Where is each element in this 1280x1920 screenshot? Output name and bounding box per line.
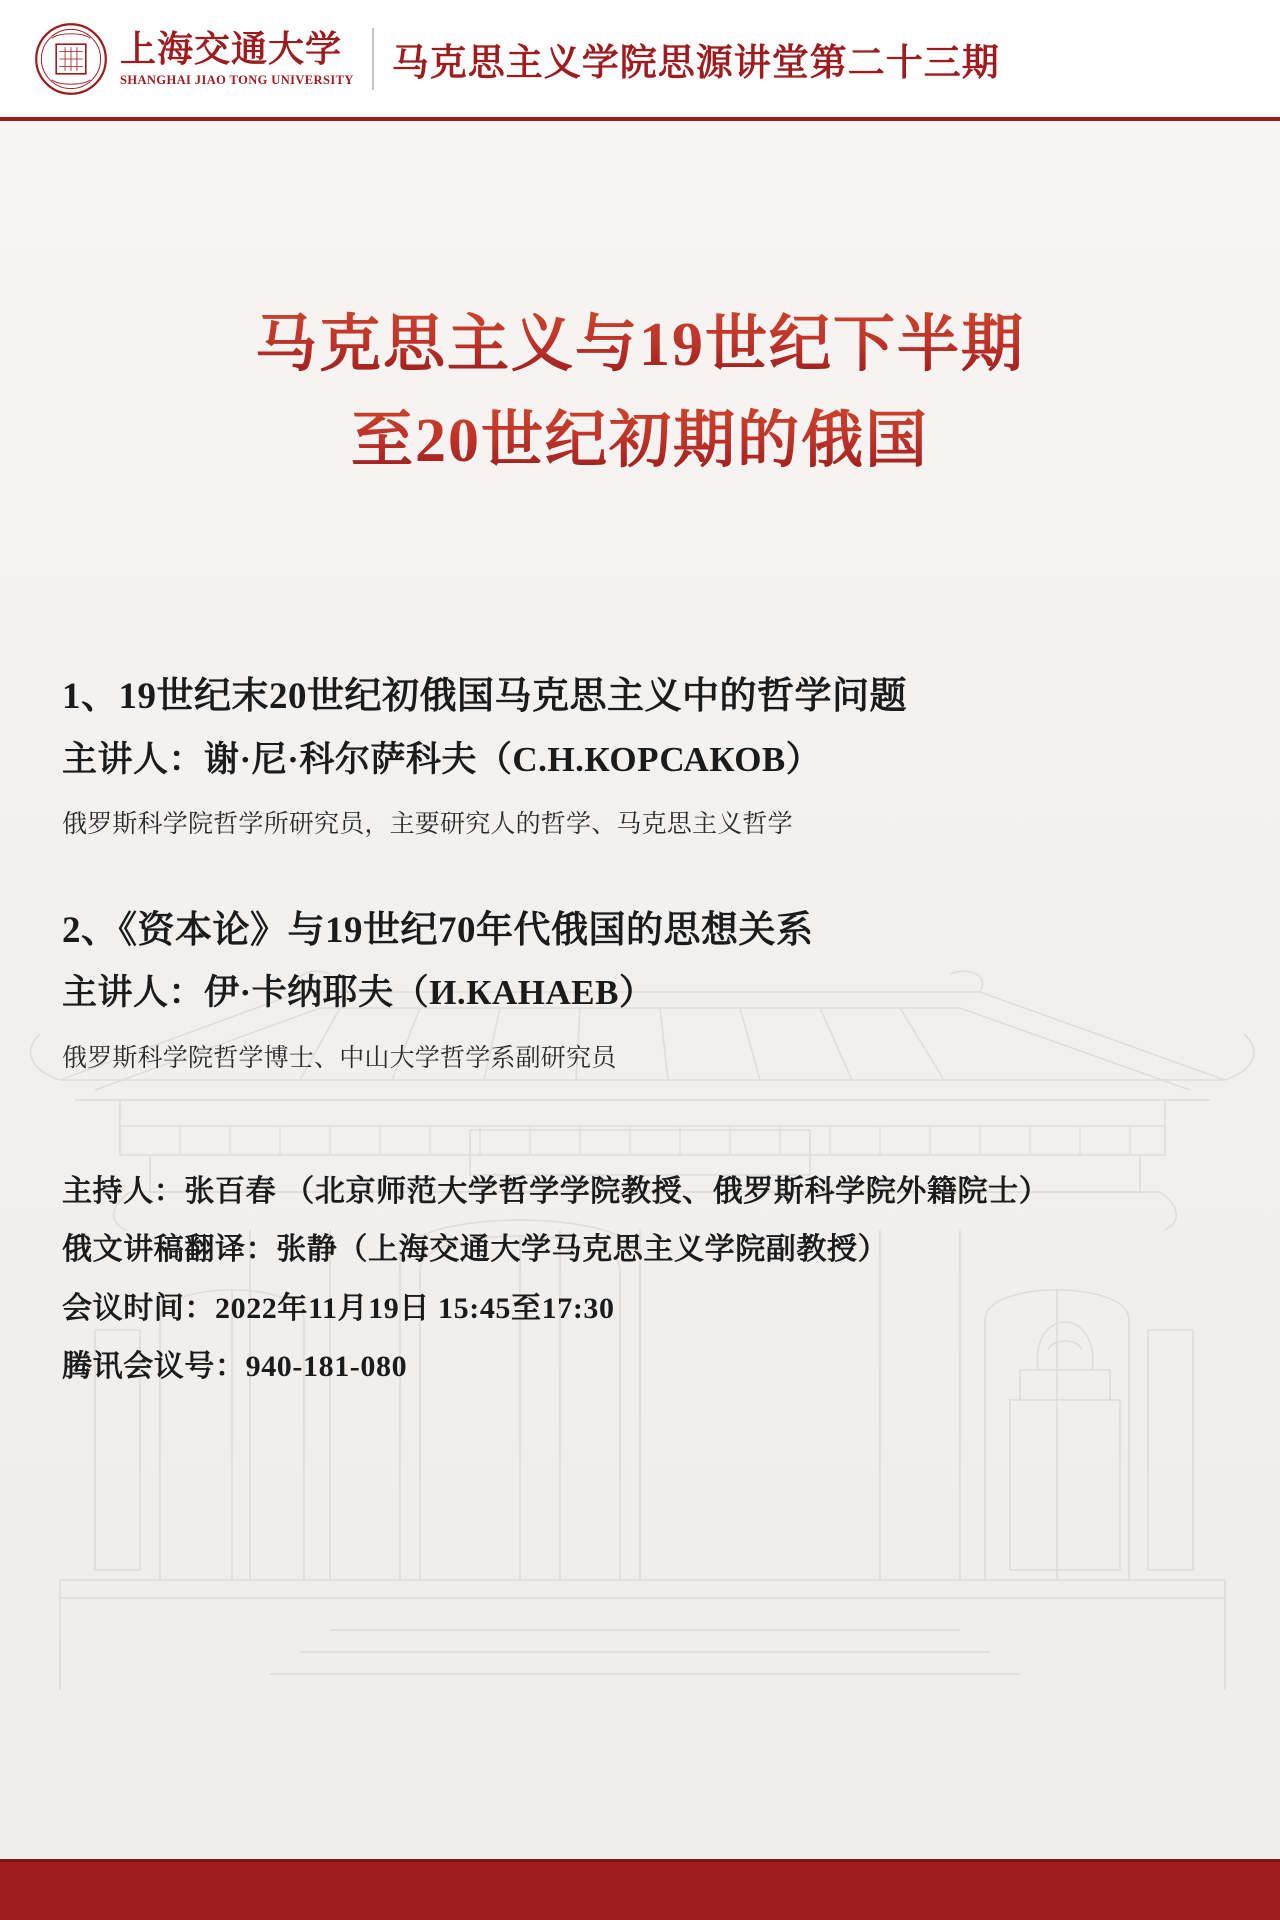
- main-title: [0, 297, 1280, 489]
- topic-speaker-bio: 俄罗斯科学院哲学博士、中山大学哲学系副研究员: [62, 1044, 617, 1072]
- topic-title: 2、《资本论》与19世纪70年代俄国的思想关系: [62, 909, 814, 951]
- topic-item: [62, 669, 1218, 845]
- event-translator: 俄文讲稿翻译：张静（上海交通大学马克思主义学院副教授）: [62, 1233, 889, 1267]
- footer-bar: [0, 1862, 1280, 1920]
- poster-content: [0, 669, 1280, 1397]
- event-host: 主持人：张百春 （北京师范大学哲学学院教授、俄罗斯科学院外籍院士）: [62, 1174, 1050, 1208]
- topic-speaker: 主讲人：谢·尼·科尔萨科夫（С.Н.КОРСАКОВ）: [62, 739, 822, 779]
- university-name-cn: 上海交通大学: [120, 28, 343, 69]
- event-meeting-id: 腾讯会议号：940-181-080: [62, 1350, 408, 1384]
- event-details: [62, 1163, 1218, 1397]
- topic-title: 1、19世纪末20世纪初俄国马克思主义中的哲学问题: [62, 676, 907, 718]
- header-divider: [372, 28, 374, 90]
- main-title-line-2: 至20世纪初期的俄国: [0, 393, 1280, 489]
- university-seal-icon: [34, 22, 108, 96]
- main-title-line-1: 马克思主义与19世纪下半期: [0, 297, 1280, 393]
- lecture-series-title: 马克思主义学院思源讲堂第二十三期: [391, 42, 1000, 84]
- topic-speaker-bio: 俄罗斯科学院哲学所研究员，主要研究人的哲学、马克思主义哲学: [62, 810, 793, 838]
- university-name-en: SHANGHAI JIAO TONG UNIVERSITY: [120, 72, 354, 87]
- topic-speaker: 主讲人：伊·卡纳耶夫（И.КАНАЕВ）: [62, 973, 655, 1013]
- university-logo: [34, 22, 354, 96]
- header-rule: [0, 117, 1280, 121]
- topic-item: [62, 903, 1218, 1079]
- university-wordmark: [120, 28, 354, 87]
- event-time: 会议时间：2022年11月19日 15:45至17:30: [62, 1291, 615, 1325]
- poster-header: [0, 0, 1280, 117]
